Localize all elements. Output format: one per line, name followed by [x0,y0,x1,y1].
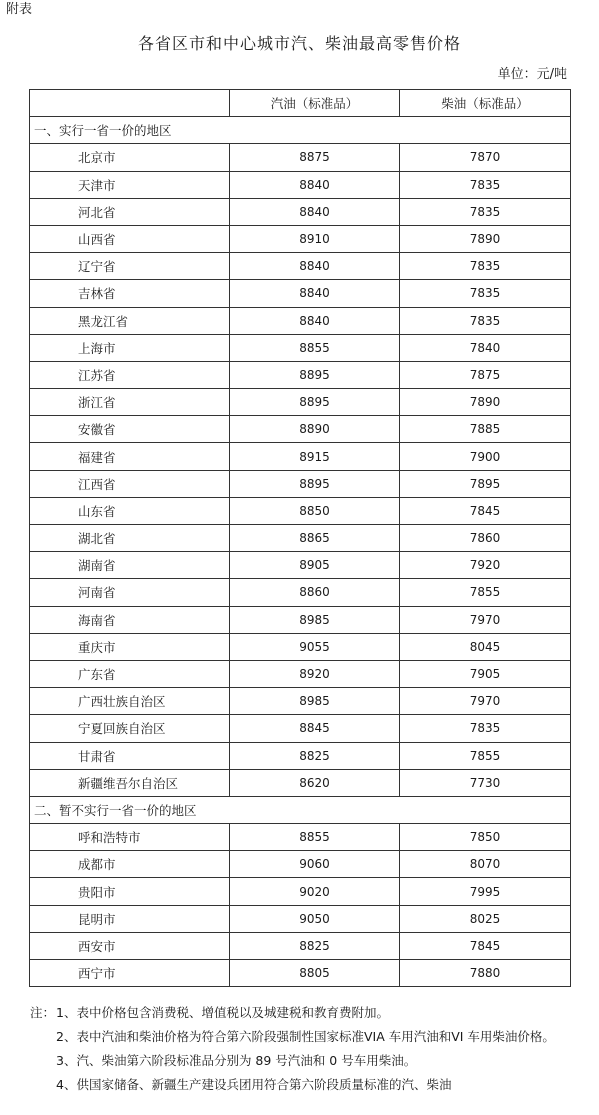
gasoline-price-cell: 8985 [230,688,400,715]
gasoline-price-cell: 8840 [230,280,400,307]
table-row [30,198,571,225]
gasoline-price-cell: 8805 [230,960,400,987]
diesel-price-cell: 7970 [400,688,571,715]
region-name-cell: 西安市 [30,932,230,959]
region-name-cell: 山西省 [30,225,230,252]
section-row [30,117,571,144]
diesel-price-cell: 7890 [400,389,571,416]
gasoline-price-cell: 9055 [230,633,400,660]
table-row [30,144,571,171]
region-name-cell: 成都市 [30,851,230,878]
unit-label: 单位：元/吨 [497,67,567,82]
region-name-cell: 吉林省 [30,280,230,307]
region-name-cell: 辽宁省 [30,253,230,280]
gasoline-price-cell: 8905 [230,552,400,579]
region-name-cell: 重庆市 [30,633,230,660]
diesel-price-cell: 7895 [400,470,571,497]
region-name-cell: 海南省 [30,606,230,633]
table-row [30,932,571,959]
diesel-price-cell: 7835 [400,253,571,280]
gasoline-price-cell: 8920 [230,660,400,687]
table-row [30,660,571,687]
region-name-cell: 湖南省 [30,552,230,579]
note-item: 1、表中价格包含消费税、增值税以及城建税和教育费附加。 [56,1005,389,1020]
table-row [30,171,571,198]
region-name-cell: 甘肃省 [30,742,230,769]
gasoline-price-cell: 8860 [230,579,400,606]
table-row [30,742,571,769]
table-row [30,633,571,660]
diesel-price-cell: 8070 [400,851,571,878]
region-name-cell: 黑龙江省 [30,307,230,334]
table-row [30,960,571,987]
diesel-price-cell: 7970 [400,606,571,633]
diesel-price-cell: 7835 [400,280,571,307]
region-name-cell: 湖北省 [30,525,230,552]
diesel-price-cell: 7875 [400,361,571,388]
gasoline-price-cell: 8825 [230,932,400,959]
gasoline-price-cell: 8840 [230,171,400,198]
diesel-price-cell: 7885 [400,416,571,443]
diesel-price-cell: 7890 [400,225,571,252]
diesel-price-cell: 7995 [400,878,571,905]
table-row [30,334,571,361]
diesel-price-cell: 7845 [400,932,571,959]
diesel-price-cell: 7900 [400,443,571,470]
gasoline-price-cell: 8910 [230,225,400,252]
table-row [30,525,571,552]
gasoline-price-cell: 8985 [230,606,400,633]
table-row [30,824,571,851]
table-row [30,552,571,579]
table-row [30,606,571,633]
gasoline-price-cell: 9020 [230,878,400,905]
diesel-price-cell: 7860 [400,525,571,552]
diesel-price-cell: 7730 [400,769,571,796]
diesel-price-cell: 7845 [400,497,571,524]
gasoline-price-cell: 9050 [230,905,400,932]
table-row [30,389,571,416]
section-title: 二、暂不实行一省一价的地区 [30,796,571,823]
table-row [30,851,571,878]
note-item: 2、表中汽油和柴油价格为符合第六阶段强制性国家标准VIA 车用汽油和VI 车用柴油价格。 [56,1029,555,1044]
region-name-cell: 昆明市 [30,905,230,932]
region-name-cell: 河南省 [30,579,230,606]
diesel-price-cell: 7920 [400,552,571,579]
region-name-cell: 新疆维吾尔自治区 [30,769,230,796]
gasoline-price-cell: 8915 [230,443,400,470]
gasoline-price-cell: 8840 [230,253,400,280]
section-title: 一、实行一省一价的地区 [30,117,571,144]
table-row [30,307,571,334]
table-row [30,497,571,524]
price-table [29,89,571,987]
header-gasoline: 汽油（标准品） [230,90,400,117]
page-title: 各省区市和中心城市汽、柴油最高零售价格 [137,34,461,53]
diesel-price-cell: 7840 [400,334,571,361]
gasoline-price-cell: 8855 [230,334,400,361]
gasoline-price-cell: 8855 [230,824,400,851]
diesel-price-cell: 7855 [400,579,571,606]
table-row [30,361,571,388]
diesel-price-cell: 7880 [400,960,571,987]
gasoline-price-cell: 8840 [230,307,400,334]
region-name-cell: 天津市 [30,171,230,198]
table-header-row [30,90,571,117]
region-name-cell: 北京市 [30,144,230,171]
diesel-price-cell: 7835 [400,715,571,742]
diesel-price-cell: 7835 [400,307,571,334]
table-row [30,579,571,606]
notes-label: 注： [30,1005,56,1020]
gasoline-price-cell: 8895 [230,389,400,416]
diesel-price-cell: 7905 [400,660,571,687]
region-name-cell: 安徽省 [30,416,230,443]
table-row [30,443,571,470]
region-name-cell: 江西省 [30,470,230,497]
diesel-price-cell: 7850 [400,824,571,851]
region-name-cell: 浙江省 [30,389,230,416]
region-name-cell: 西宁市 [30,960,230,987]
table-row [30,769,571,796]
gasoline-price-cell: 8850 [230,497,400,524]
note-item: 3、汽、柴油第六阶段标准品分别为 89 号汽油和 0 号车用柴油。 [56,1053,417,1068]
header-diesel: 柴油（标准品） [400,90,571,117]
table-row [30,688,571,715]
gasoline-price-cell: 8895 [230,470,400,497]
notes-section [30,1003,575,1099]
table-row [30,225,571,252]
region-name-cell: 呼和浩特市 [30,824,230,851]
gasoline-price-cell: 9060 [230,851,400,878]
diesel-price-cell: 8045 [400,633,571,660]
region-name-cell: 宁夏回族自治区 [30,715,230,742]
region-name-cell: 贵阳市 [30,878,230,905]
gasoline-price-cell: 8875 [230,144,400,171]
table-row [30,715,571,742]
region-name-cell: 河北省 [30,198,230,225]
region-name-cell: 广西壮族自治区 [30,688,230,715]
diesel-price-cell: 7870 [400,144,571,171]
diesel-price-cell: 7835 [400,198,571,225]
attachment-label: 附表 [6,2,33,17]
table-row [30,470,571,497]
header-region [30,90,230,117]
table-row [30,905,571,932]
region-name-cell: 山东省 [30,497,230,524]
section-row [30,796,571,823]
table-row [30,280,571,307]
gasoline-price-cell: 8620 [230,769,400,796]
region-name-cell: 福建省 [30,443,230,470]
gasoline-price-cell: 8845 [230,715,400,742]
diesel-price-cell: 7855 [400,742,571,769]
gasoline-price-cell: 8840 [230,198,400,225]
gasoline-price-cell: 8895 [230,361,400,388]
table-row [30,416,571,443]
note-item: 4、供国家储备、新疆生产建设兵团用符合第六阶段质量标准的汽、柴油 [56,1077,452,1092]
diesel-price-cell: 8025 [400,905,571,932]
table-row [30,878,571,905]
gasoline-price-cell: 8865 [230,525,400,552]
region-name-cell: 广东省 [30,660,230,687]
diesel-price-cell: 7835 [400,171,571,198]
gasoline-price-cell: 8825 [230,742,400,769]
region-name-cell: 上海市 [30,334,230,361]
table-row [30,253,571,280]
region-name-cell: 江苏省 [30,361,230,388]
gasoline-price-cell: 8890 [230,416,400,443]
